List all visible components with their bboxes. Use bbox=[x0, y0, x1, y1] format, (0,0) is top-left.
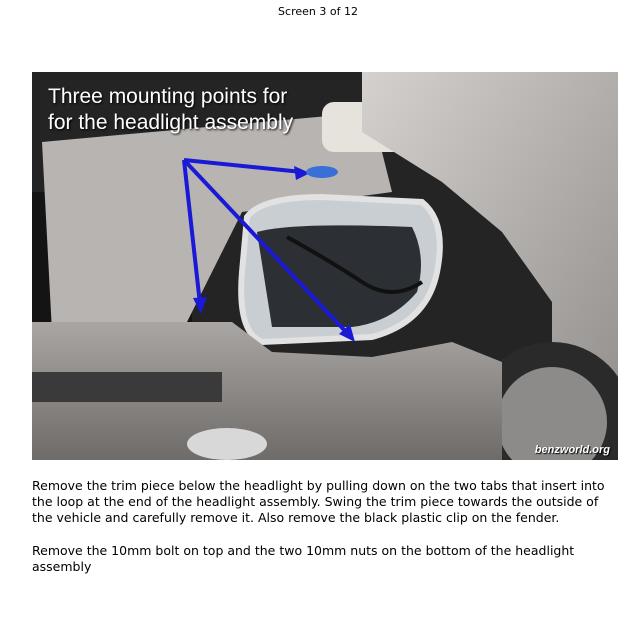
blue-clip bbox=[306, 166, 338, 178]
instruction-step-2: Remove the 10mm bolt on top and the two 10mm nuts on the bottom of the headlight assembly bbox=[32, 543, 575, 574]
fog-light bbox=[187, 428, 267, 460]
headlight-photo bbox=[32, 72, 618, 460]
grille-strip bbox=[32, 372, 222, 402]
watermark: benzworld.org bbox=[534, 444, 610, 456]
instructions bbox=[32, 478, 612, 592]
screen-counter: Screen 3 of 12 bbox=[278, 5, 358, 18]
instruction-step-1: Remove the trim piece below the headlight by pulling down on the two tabs that insert into the loop at the end of the headlight assembly. Swing the trim piece towards the outside of the vehicle and carefully remove it. Also remove the black plastic clip on the fender. bbox=[32, 478, 605, 525]
photo-caption: Three mounting points for for the headlight assembly bbox=[48, 85, 294, 134]
